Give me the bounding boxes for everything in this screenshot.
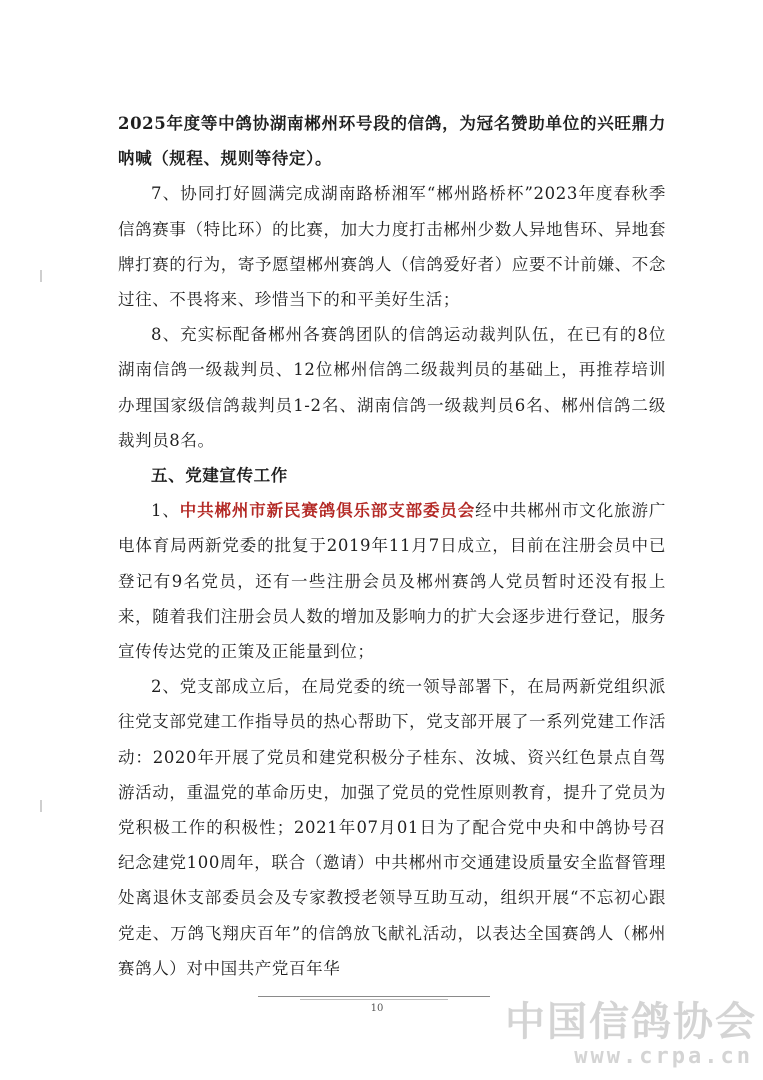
scan-mark — [40, 800, 42, 812]
section-heading: 五、党建宣传工作 — [151, 466, 288, 486]
paragraph-party-branch — [118, 493, 666, 669]
footer-rule — [300, 999, 448, 1000]
paragraph-item-8: 8、充实标配备郴州各赛鸽团队的信鸽运动裁判队伍，在已有的8位湖南信鸽一级裁判员、12位郴州信鸽二级裁判员的基础上，再推荐培训办理国家级信鸽裁判员1-2名、湖南信鸽一级裁判员6名、郴州信鸽二级裁判员8名。 — [118, 325, 666, 450]
branch-committee-name: 中共郴州市新民赛鸽俱乐部支部委员会 — [179, 501, 476, 521]
paragraph-continuation: 2025年度等中鸽协湖南郴州环号段的信鸽，为冠名赞助单位的兴旺鼎力呐喊（规程、规则等待定）。 — [118, 114, 666, 169]
document-body — [118, 106, 666, 986]
page-number: 10 — [370, 1003, 384, 1014]
footer-rule — [258, 996, 490, 997]
watermark-url: www.crpa.cn — [574, 1044, 753, 1069]
paragraph-prefix: 1、 — [151, 501, 180, 521]
paragraph-item-7: 7、协同打好圆满完成湖南路桥湘军“郴州路桥杯”2023年度春秋季信鸽赛事（特比环）的比赛，加大力度打击郴州少数人异地售环、异地套牌打赛的行为，寄予愿望郴州赛鸽人（信鸽爱好者）应要不计前嫌、不念过往、不畏将来、珍惜当下的和平美好生活； — [118, 184, 666, 310]
paragraph-party-activities: 2、党支部成立后，在局党委的统一领导部署下，在局两新党组织派往党支部党建工作指导员的热心帮助下，党支部开展了一系列党建工作活动：2020年开展了党员和建党积极分子桂东、汝城、资兴红色景点自驾游活动，重温党的革命历史，加强了党员的党性原则教育，提升了党员为党积极工作的积极性；2021年07月01日为了配合党中央和中鸽协号召纪念建党100周年，联合（邀请）中共郴州市交通建设质量安全监督管理处离退休支部委员会及专家教授老领导互助互动，组织开展“不忘初心跟党走、万鸽飞翔庆百年”的信鸽放飞献礼活动，以表达全国赛鸽人（郴州赛鸽人）对中国共产党百年华 — [118, 677, 666, 978]
watermark-title: 中国信鸽协会 — [505, 999, 757, 1045]
paragraph-rest: 经中共郴州市文化旅游广电体育局两新党委的批复于2019年11月7日成立，目前在注册会员中已登记有9名党员，还有一些注册会员及郴州赛鸽人党员暂时还没有报上来，随着我们注册会员人数的增加及影响力的扩大会逐步进行登记，服务宣传传达党的正策及正能量到位； — [118, 501, 666, 662]
scan-mark — [40, 270, 42, 282]
